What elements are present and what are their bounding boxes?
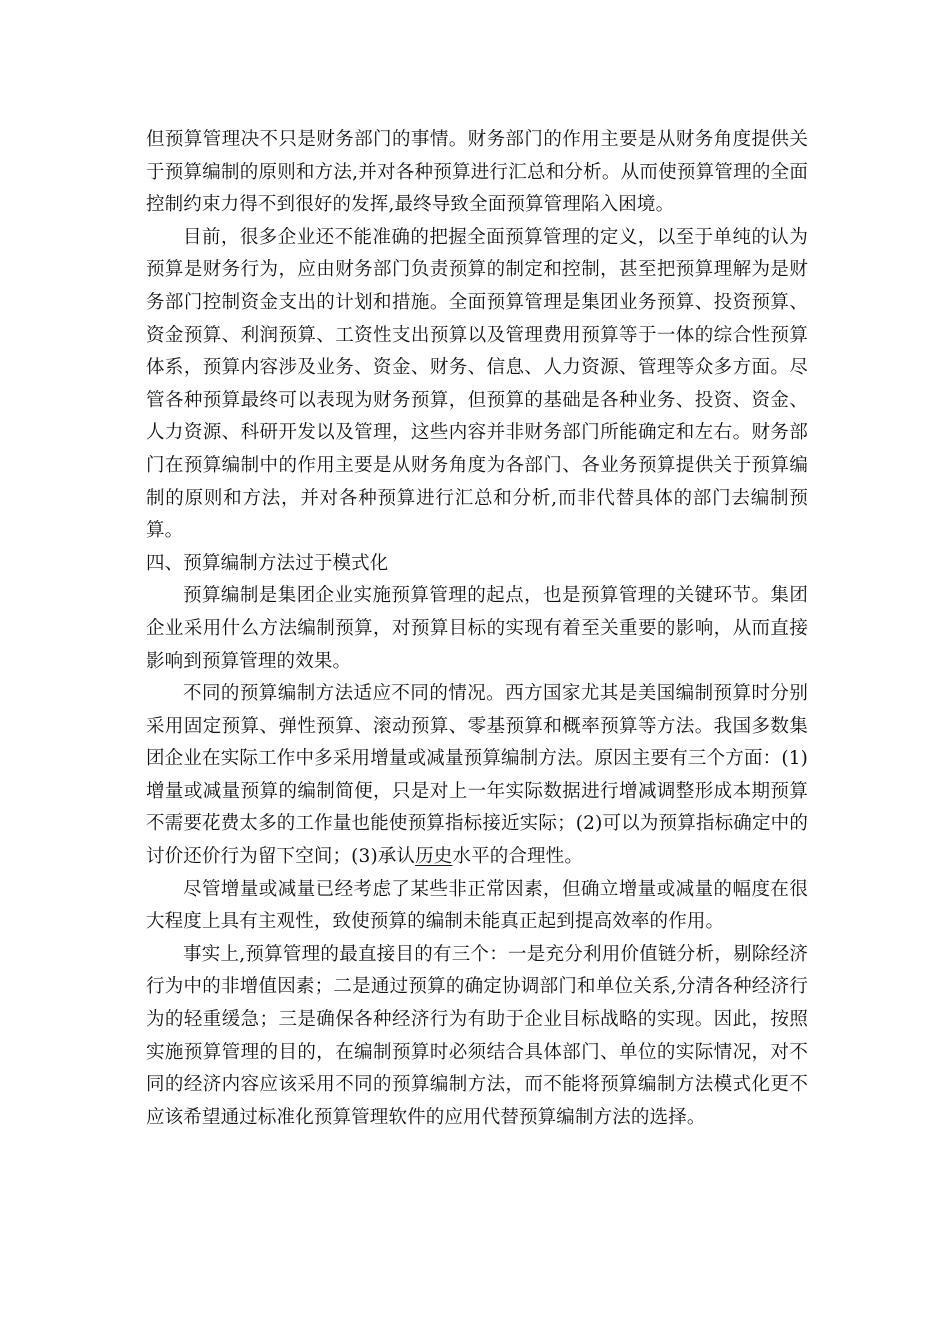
document-body xyxy=(146,124,808,1134)
underlined-term: 历史 xyxy=(415,846,453,868)
paragraph-1: 但预算管理决不只是财务部门的事情。财务部门的作用主要是从财务角度提供关于预算编制的原则和方法,并对各种预算进行汇总和分析。从而使预算管理的全面控制约束力得不到很好的发挥,最终导致全面预算管理陷入困境。 xyxy=(146,129,808,216)
paragraph-3: 预算编制是集团企业实施预算管理的起点，也是预算管理的关键环节。集团企业采用什么方法编制预算，对预算目标的实现有着至关重要的影响，从而直接影响到预算管理的效果。 xyxy=(146,585,808,672)
paragraph-4 xyxy=(146,678,808,874)
paragraph-5: 尽管增量或减量已经考虑了某些非正常因素，但确立增量或减量的幅度在很大程度上具有主观性，致使预算的编制未能真正起到提高效率的作用。 xyxy=(146,878,808,933)
paragraph-4-text-before: 不同的预算编制方法适应不同的情况。西方国家尤其是美国编制预算时分别采用固定预算、弹性预算、滚动预算、零基预算和概率预算等方法。我国多数集团企业在实际工作中多采用增量或减量预算编制方法。原因主要有三个方面：(1)增量或减量预算的编制简便，只是对上一年实际数据进行增减调整形成本期预算不需要花费太多的工作量也能使预算指标接近实际；(2)可以为预算指标确定中的讨价还价行为留下空间；(3)承认 xyxy=(146,683,808,868)
paragraph-6: 事实上,预算管理的最直接目的有三个：一是充分利用价值链分析，剔除经济行为中的非增值因素；二是通过预算的确定协调部门和单位关系,分清各种经济行为的轻重缓急；三是确保各种经济行为有助于企业目标战略的实现。因此，按照实施预算管理的目的，在编制预算时必须结合具体部门、单位的实际情况，对不同的经济内容应该采用不同的预算编制方法，而不能将预算编制方法模式化更不应该希望通过标准化预算管理软件的应用代替预算编制方法的选择。 xyxy=(146,943,808,1128)
section-heading-4: 四、预算编制方法过于模式化 xyxy=(146,552,389,574)
paragraph-4-text-after: 水平的合理性。 xyxy=(452,846,583,868)
paragraph-2: 目前，很多企业还不能准确的把握全面预算管理的定义，以至于单纯的认为预算是财务行为，应由财务部门负责预算的制定和控制，甚至把预算理解为是财务部门控制资金支出的计划和措施。全面预算管理是集团业务预算、投资预算、资金预算、利润预算、工资性支出预算以及管理费用预算等于一体的综合性预算体系，预算内容涉及业务、资金、财务、信息、人力资源、管理等众多方面。尽管各种预算最终可以表现为财务预算，但预算的基础是各种业务、投资、资金、人力资源、科研开发以及管理，这些内容并非财务部门所能确定和左右。财务部门在预算编制中的作用主要是从财务角度为各部门、各业务预算提供关于预算编制的原则和方法，并对各种预算进行汇总和分析,而非代替具体的部门去编制预算。 xyxy=(146,226,808,542)
